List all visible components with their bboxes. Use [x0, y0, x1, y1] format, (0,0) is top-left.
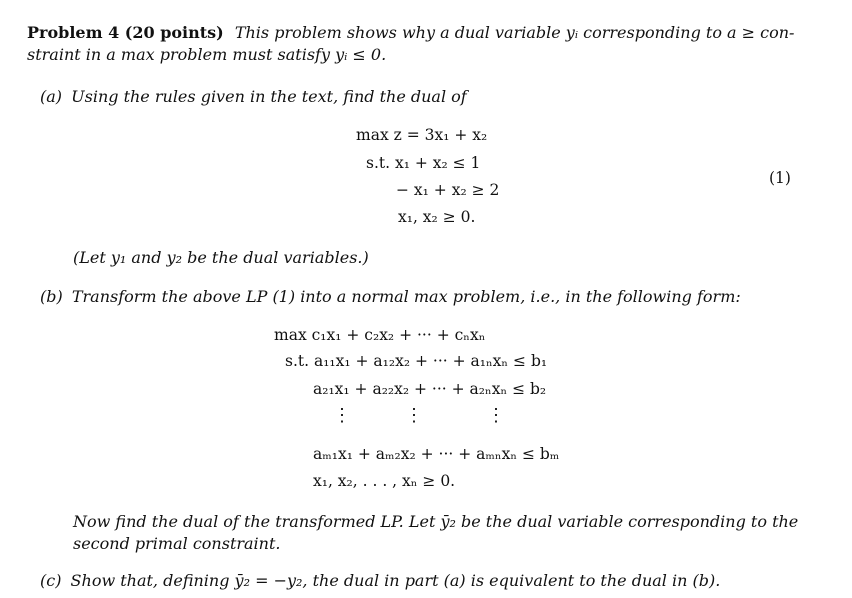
general-row-2: a₂₁x₁ + a₂₂x₂ + ··· + a₂ₙxₙ ≤ b₂ — [313, 380, 547, 398]
part-b-followup-line1: Now find the dual of the transformed LP. Let ȳ₂ be the dual variable corresponding to the — [73, 512, 799, 531]
vdots-col-2: ⋮ — [405, 405, 423, 426]
part-c-text: Show that, defining ȳ₂ = −y₂, the dual in part (a) is equivalent to the dual in (b). — [70, 571, 721, 590]
problem-heading: Problem 4 (20 points) — [27, 23, 224, 42]
part-b-label: (b) — [40, 287, 63, 306]
general-nonnegativity: x₁, x₂, . . . , xₙ ≥ 0. — [313, 472, 456, 490]
general-row-m: aₘ₁x₁ + aₘ₂x₂ + ··· + aₘₙxₙ ≤ bₘ — [313, 445, 560, 463]
dual-variables-note: (Let y₁ and y₂ be the dual variables.) — [73, 248, 369, 267]
part-b-text: Transform the above LP (1) into a normal max problem, i.e., in the following form: — [71, 287, 741, 306]
lp-constraint-1: s.t. x₁ + x₂ ≤ 1 — [366, 154, 481, 172]
part-a-label: (a) — [40, 87, 63, 106]
part-c-label: (c) — [40, 571, 62, 590]
problem-statement — [27, 22, 794, 44]
lp-nonnegativity: x₁, x₂ ≥ 0. — [398, 208, 476, 226]
lp-objective: max z = 3x₁ + x₂ — [356, 126, 488, 144]
part-b-prompt — [40, 286, 741, 308]
equation-number: (1) — [769, 169, 791, 187]
part-a-text: Using the rules given in the text, find the dual of — [71, 87, 467, 106]
vdots-col-1: ⋮ — [333, 405, 351, 426]
part-c-prompt — [40, 570, 720, 592]
lp-constraint-2: − x₁ + x₂ ≥ 2 — [396, 181, 500, 199]
general-objective: max c₁x₁ + c₂x₂ + ··· + cₙxₙ — [274, 326, 486, 344]
part-b-followup-line2: second primal constraint. — [73, 534, 281, 553]
problem-intro-line1: This problem shows why a dual variable yᵢ corresponding to a ≥ con- — [234, 23, 795, 42]
problem-intro-line2: straint in a max problem must satisfy yᵢ ≤ 0. — [27, 45, 387, 64]
general-row-1: s.t. a₁₁x₁ + a₁₂x₂ + ··· + a₁ₙxₙ ≤ b₁ — [285, 352, 548, 370]
part-a-prompt — [40, 86, 467, 108]
vdots-col-3: ⋮ — [487, 405, 505, 426]
